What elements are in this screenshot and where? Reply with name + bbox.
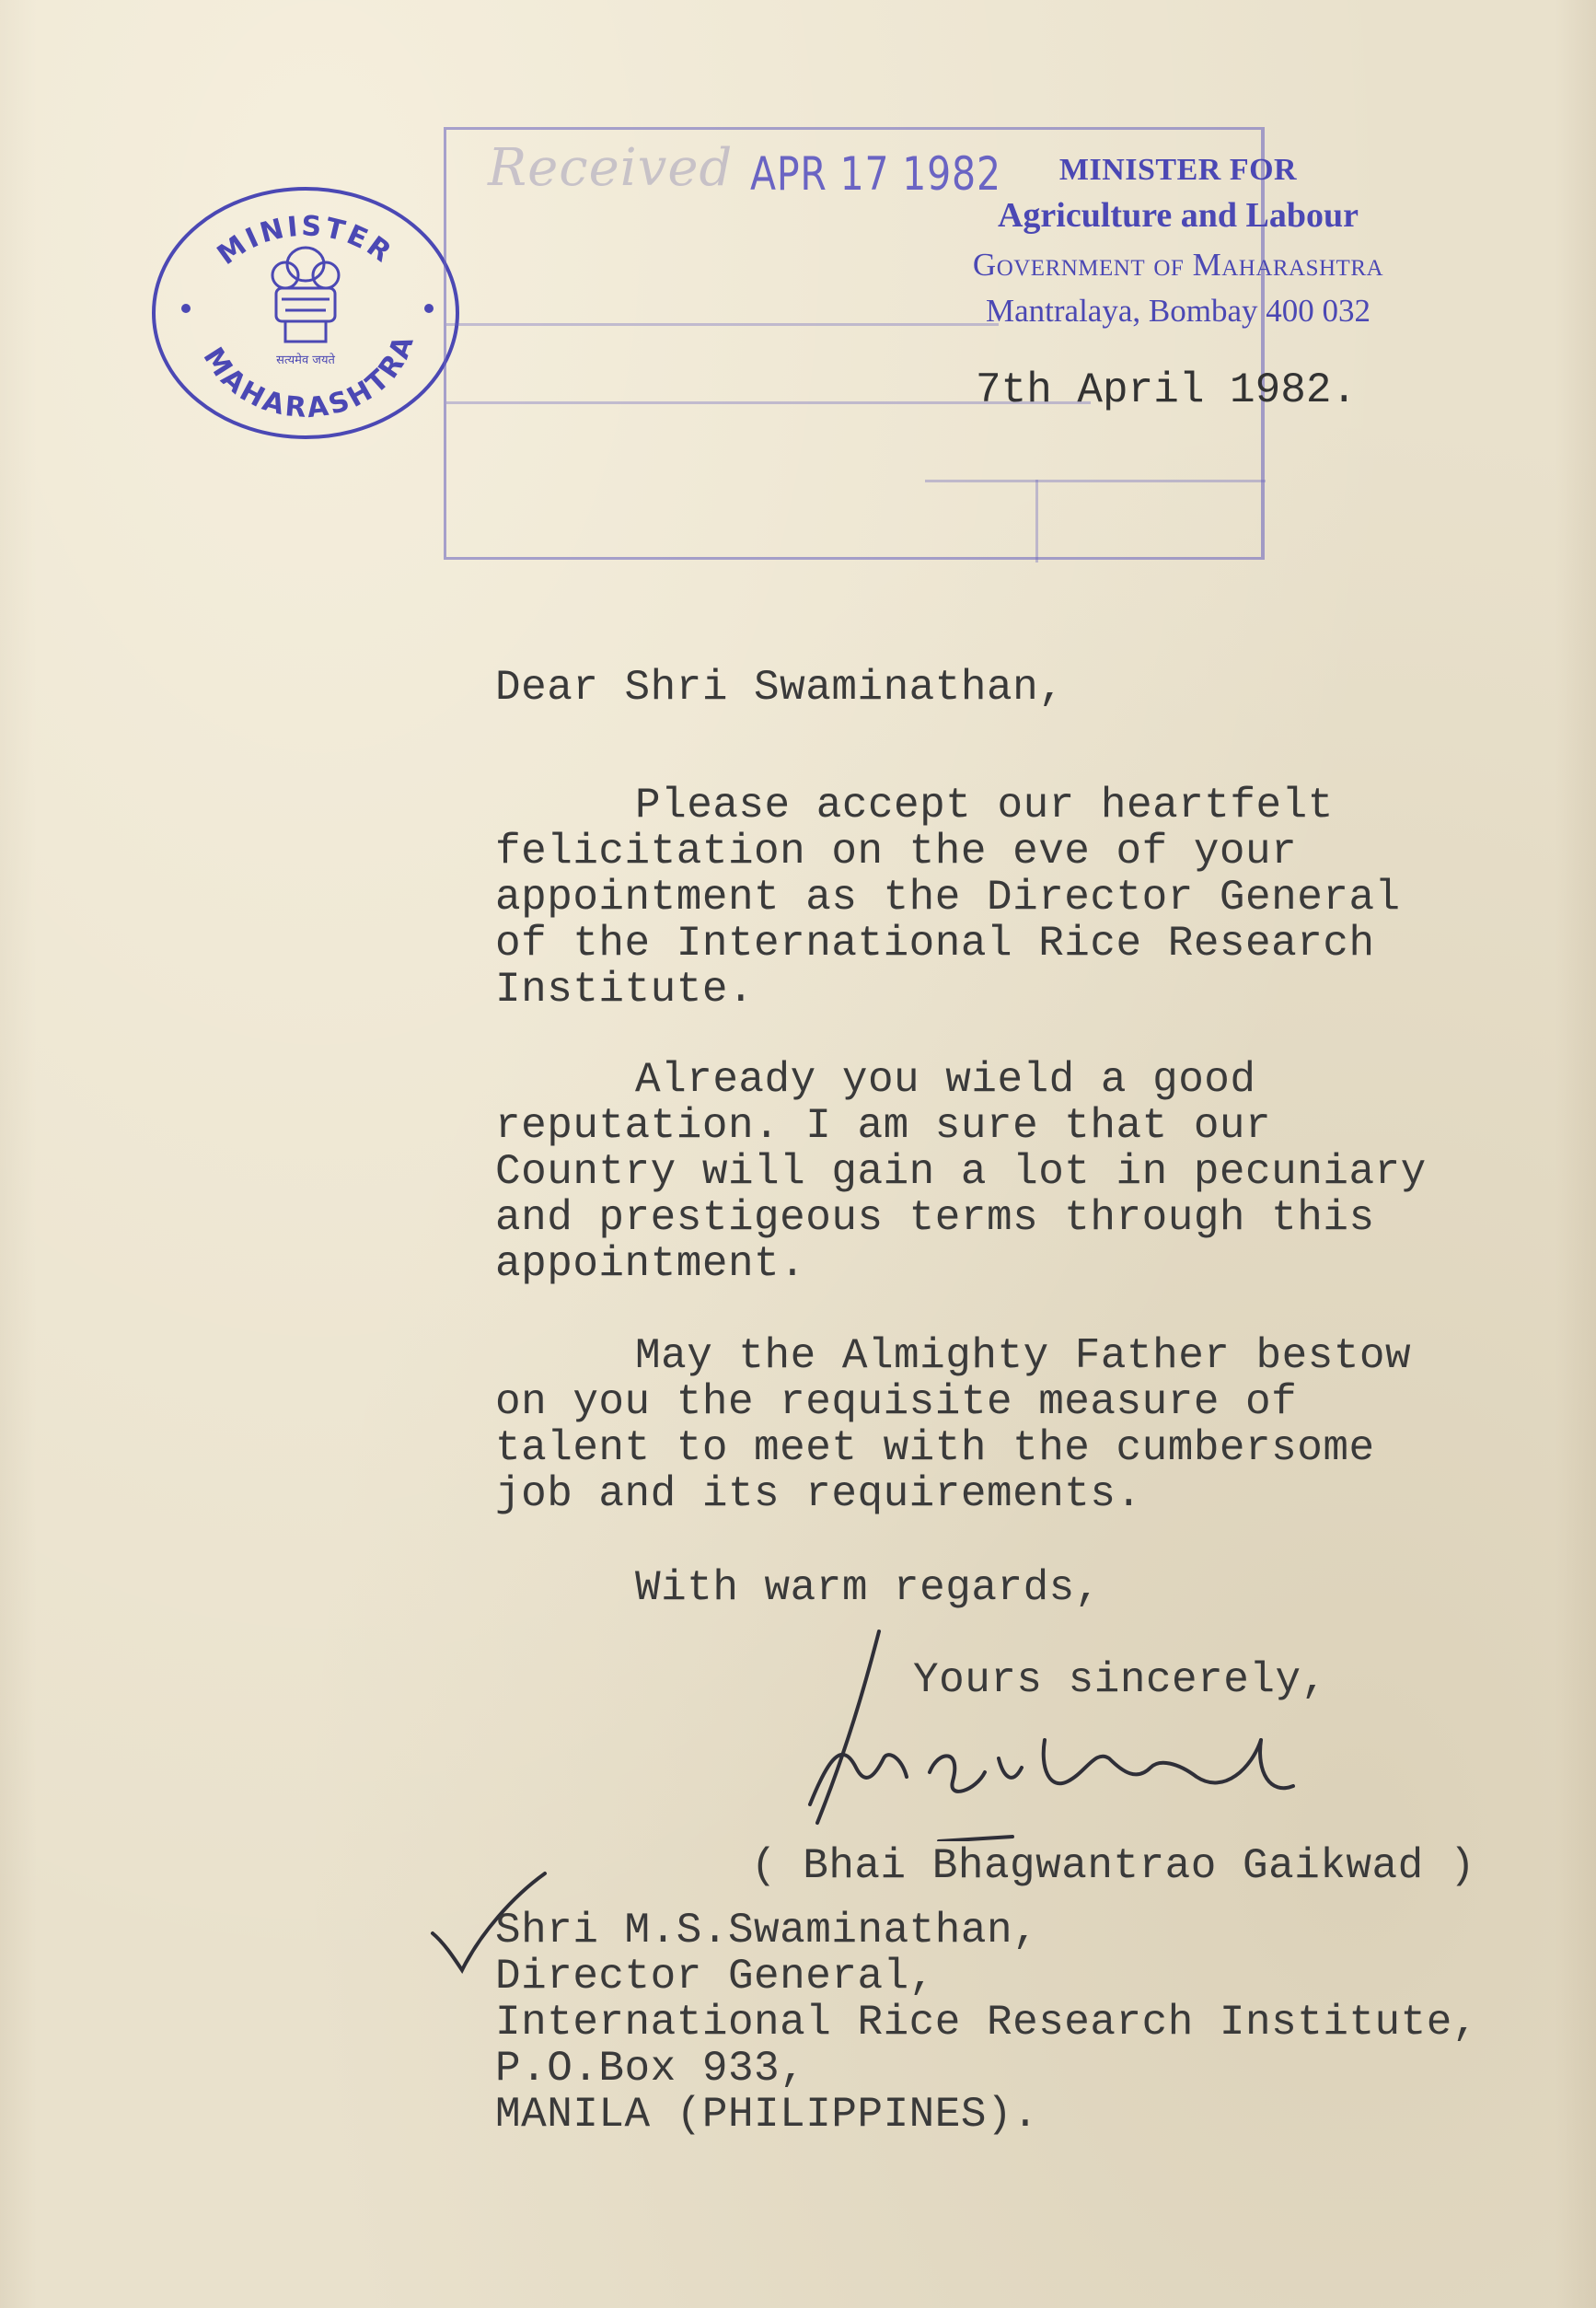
minister-seal bbox=[147, 180, 465, 447]
address-line: MANILA (PHILIPPINES). bbox=[495, 2091, 1039, 2139]
paragraph-line: felicitation on the eve of your bbox=[495, 828, 1298, 876]
ashoka-emblem-icon bbox=[272, 248, 339, 342]
letterhead-address: Mantralaya, Bombay 400 032 bbox=[986, 293, 1370, 329]
paragraph-line: Please accept our heartfelt bbox=[635, 782, 1334, 829]
address-line: International Rice Research Institute, bbox=[495, 1999, 1478, 2047]
salutation: Dear Shri Swaminathan, bbox=[495, 664, 1065, 712]
letterhead-department: Agriculture and Labour bbox=[997, 196, 1359, 235]
paragraph-line: reputation. I am sure that our bbox=[495, 1102, 1272, 1150]
paragraph-line: Already you wield a good bbox=[635, 1056, 1256, 1104]
paragraph-line: talent to meet with the cumbersome bbox=[495, 1424, 1375, 1472]
address-line: Shri M.S.Swaminathan, bbox=[495, 1907, 1039, 1954]
paragraph-line: appointment as the Director General bbox=[495, 874, 1401, 922]
paragraph-line: job and its requirements. bbox=[495, 1470, 1142, 1518]
seal-top-text: MINISTER bbox=[211, 210, 399, 272]
sender-name: ( Bhai Bhagwantrao Gaikwad ) bbox=[751, 1842, 1475, 1890]
received-mark: Received bbox=[488, 138, 734, 198]
seal-bottom-text: MAHARASHTRA bbox=[196, 330, 422, 425]
paragraph-line: Country will gain a lot in pecuniary bbox=[495, 1148, 1427, 1196]
address-line: Director General, bbox=[495, 1953, 935, 2001]
paragraph-line: Institute. bbox=[495, 966, 755, 1014]
letterhead-government: Government of Maharashtra bbox=[972, 247, 1384, 283]
letterhead bbox=[884, 153, 1473, 330]
svg-text:MAHARASHTRA bbox=[197, 330, 422, 424]
paragraph-line: of the International Rice Research bbox=[495, 920, 1375, 968]
paragraph-line: appointment. bbox=[495, 1240, 806, 1288]
paragraph-line: and prestigeous terms through this bbox=[495, 1194, 1375, 1242]
regards-line: With warm regards, bbox=[635, 1564, 1101, 1612]
handwritten-signature bbox=[792, 1620, 1325, 1841]
letterhead-minister: MINISTER FOR bbox=[1058, 153, 1298, 187]
letter-date: 7th April 1982. bbox=[976, 366, 1358, 414]
seal-motto: सत्यमेव जयते bbox=[276, 354, 335, 367]
paragraph-line: on you the requisite measure of bbox=[495, 1378, 1298, 1426]
address-line: P.O.Box 933, bbox=[495, 2045, 806, 2093]
svg-text:MINISTER bbox=[212, 210, 399, 272]
closing-line: Yours sincerely, bbox=[913, 1656, 1327, 1704]
receipt-date-stamp: APR 17 1982 bbox=[750, 147, 1001, 201]
paragraph-line: May the Almighty Father bestow bbox=[635, 1332, 1412, 1380]
